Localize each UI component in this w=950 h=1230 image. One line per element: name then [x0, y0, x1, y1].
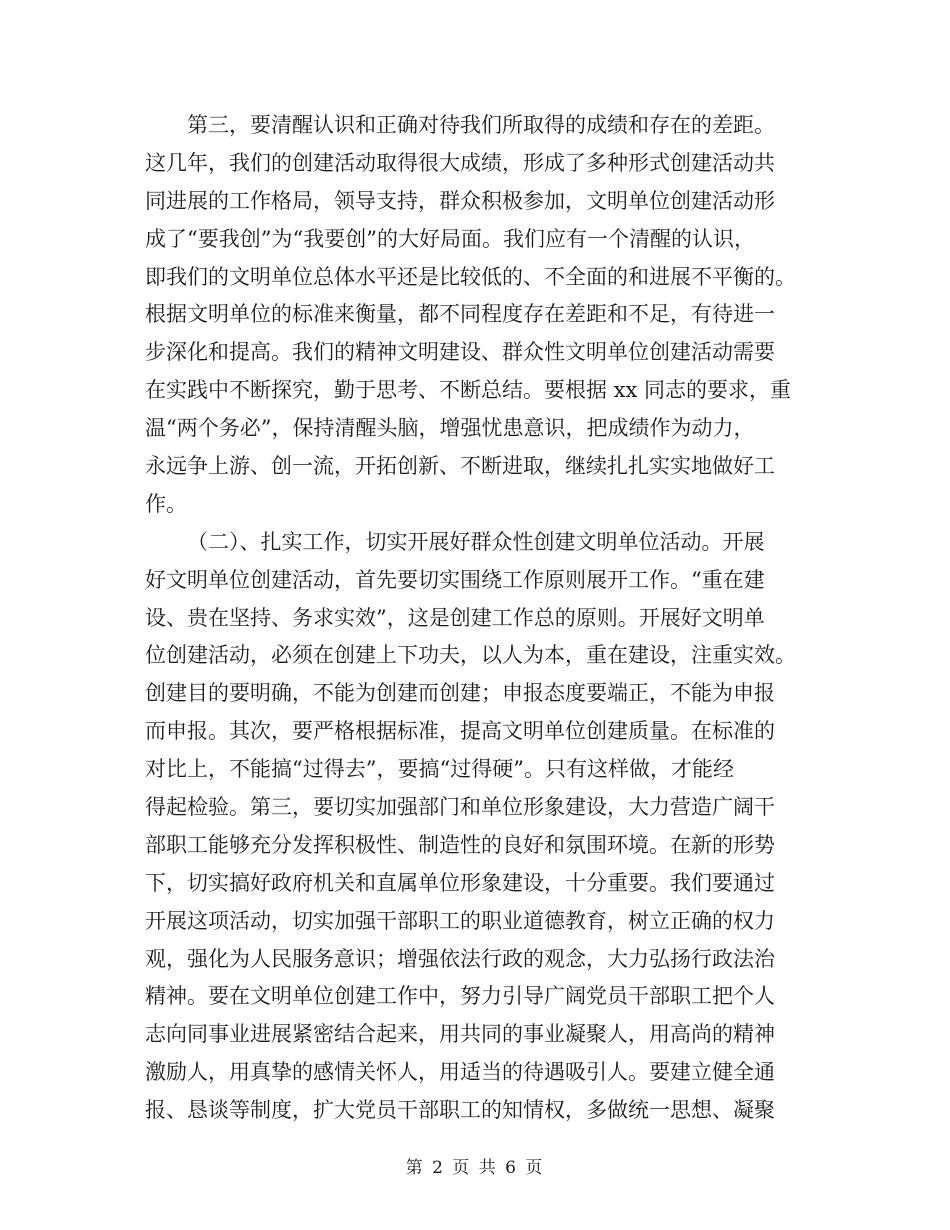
text-line: 在实践中不断探究，勤于思考、不断总结。要根据 xx 同志的要求，重 [145, 378, 792, 403]
text-line: 永远争上游、创一流，开拓创新、不断进取，继续扎扎实实地做好工 [145, 454, 775, 479]
text-line: 得起检验。第三，要切实加强部门和单位形象建设，大力营造广阔干 [145, 795, 775, 820]
text-line: 作。 [145, 491, 187, 516]
text-line: 观，强化为人民服务意识；增强依法行政的观念，大力弘扬行政法治 [145, 946, 775, 971]
document-body [145, 107, 817, 1130]
text-line: 创建目的要明确，不能为创建而创建；申报态度要端正，不能为申报 [145, 681, 775, 706]
text-line: 而申报。其次，要严格根据标准，提高文明单位创建质量。在标准的 [145, 719, 775, 744]
text-line: 部职工能够充分发挥积极性、制造性的良好和氛围环境。在新的形势 [145, 832, 775, 857]
text-line: 同进展的工作格局，领导支持，群众积极参加，文明单位创建活动形 [145, 188, 775, 213]
text-line: 温“两个务必”，保持清醒头脑，增强忧患意识，把成绩作为动力， [145, 416, 755, 441]
text-line: 报、恳谈等制度，扩大党员干部职工的知情权，多做统一思想、凝聚 [145, 1098, 775, 1123]
page-number-footer: 第 2 页 共 6 页 [405, 1158, 545, 1178]
text-line: 对比上，不能搞“过得去”，要搞“过得硬”。只有这样做，才能经 [145, 757, 734, 782]
text-line: 这几年，我们的创建活动取得很大成绩，形成了多种形式创建活动共 [145, 150, 775, 175]
text-line: 根据文明单位的标准来衡量，都不同程度存在差距和不足，有待进一 [145, 302, 775, 327]
text-line: （二）、扎实工作，切实开展好群众性创建文明单位活动。开展 [187, 529, 765, 554]
text-line: 志向同事业进展紧密结合起来，用共同的事业凝聚人，用高尚的精神 [145, 1022, 775, 1047]
text-line: 位创建活动，必须在创建上下功夫，以人为本，重在建设，注重实效。 [145, 643, 796, 668]
text-line: 激励人，用真挚的感情关怀人，用适当的待遇吸引人。要建立健全通 [145, 1060, 775, 1085]
text-line: 好文明单位创建活动，首先要切实围绕工作原则展开工作。“重在建 [145, 567, 765, 592]
text-line: 开展这项活动，切实加强干部职工的职业道德教育，树立正确的权力 [145, 908, 775, 933]
text-line: 设、贵在坚持、务求实效”，这是创建工作总的原则。开展好文明单 [145, 605, 765, 630]
text-line: 成了“要我创”为“我要创”的大好局面。我们应有一个清醒的认识， [145, 226, 755, 251]
text-line: 步深化和提高。我们的精神文明建设、群众性文明单位创建活动需要 [145, 340, 775, 365]
text-line: 第三，要清醒认识和正确对待我们所取得的成绩和存在的差距。 [187, 113, 775, 137]
text-line: 下，切实搞好政府机关和直属单位形象建设，十分重要。我们要通过 [145, 870, 775, 895]
text-line: 即我们的文明单位总体水平还是比较低的、不全面的和进展不平衡的。 [145, 264, 796, 289]
text-line: 精神。要在文明单位创建工作中，努力引导广阔党员干部职工把个人 [145, 984, 775, 1009]
paragraph-section-two [145, 524, 817, 1130]
paragraph-third-point [145, 107, 817, 524]
